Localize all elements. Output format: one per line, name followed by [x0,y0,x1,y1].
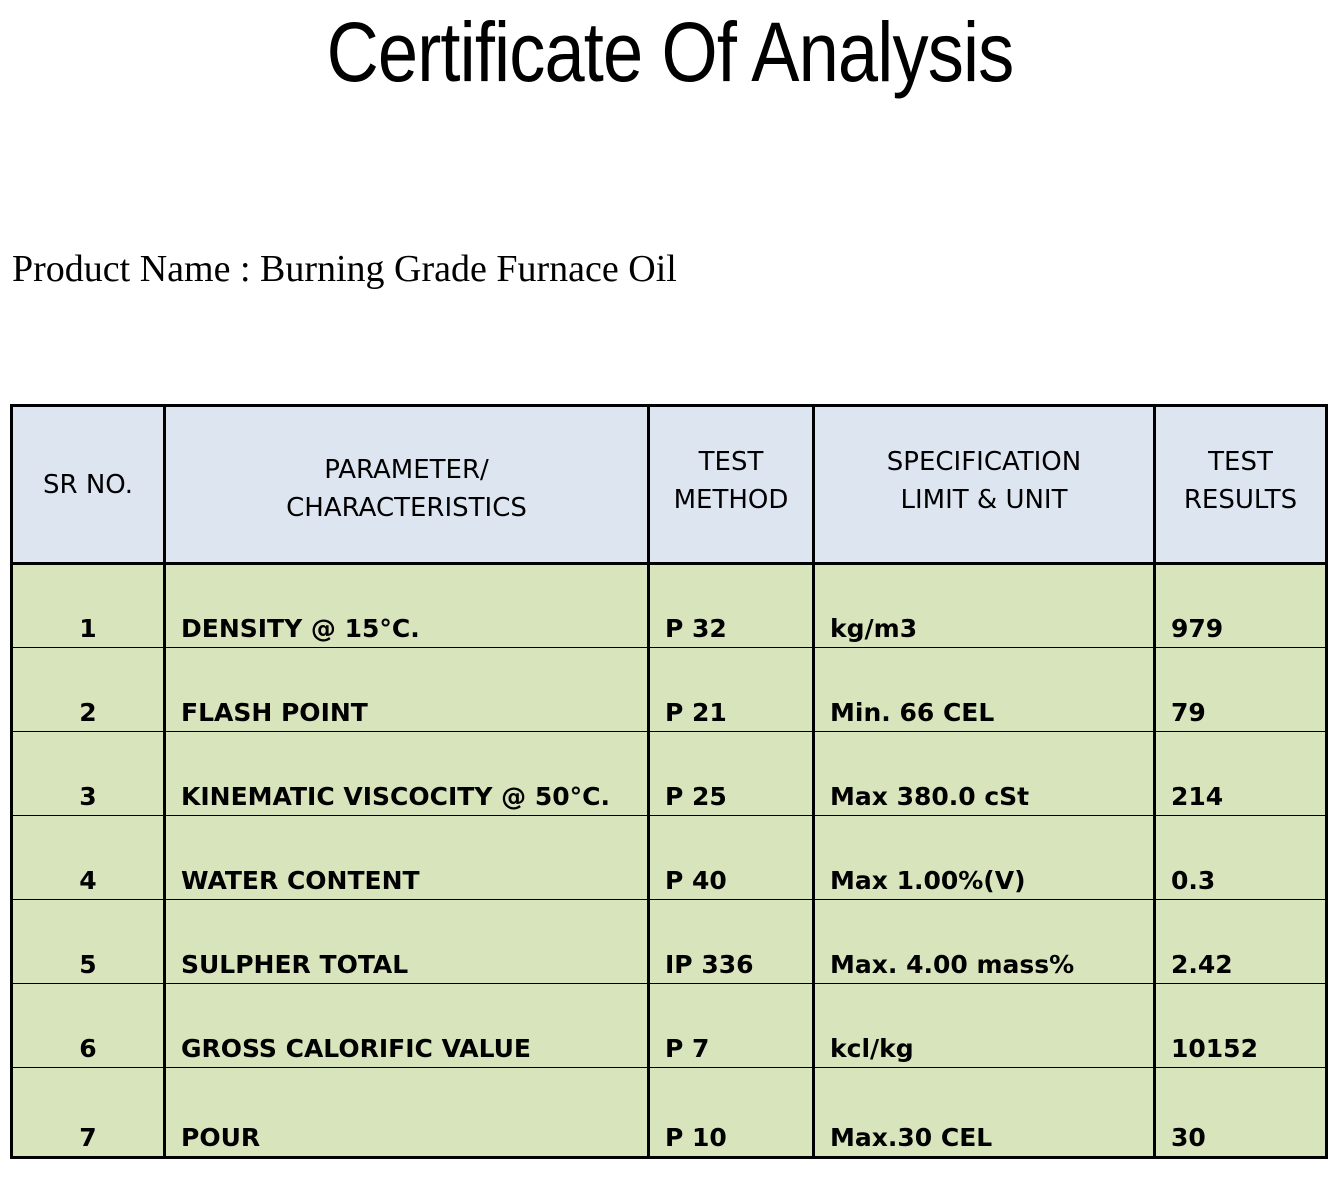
row-test-result: 10152 [1155,984,1327,1068]
product-name-line: Product Name : Burning Grade Furnace Oil [12,248,677,290]
header-specification [814,406,1155,564]
table-row [12,564,1327,648]
table-row [12,816,1327,900]
row-test-method: P 25 [649,732,814,816]
row-test-result: 979 [1155,564,1327,648]
row-sr-no: 6 [12,984,165,1068]
row-specification: Max. 4.00 mass% [814,900,1155,984]
table-header-row [12,406,1327,564]
header-parameter [165,406,649,564]
row-parameter: SULPHER TOTAL [165,900,649,984]
row-specification: Max 380.0 cSt [814,732,1155,816]
row-test-method: P 21 [649,648,814,732]
row-sr-no: 2 [12,648,165,732]
header-test-results-line2: RESULTS [1183,484,1298,515]
row-sr-no: 5 [12,900,165,984]
table-row [12,1068,1327,1158]
header-test-method [649,406,814,564]
row-parameter: FLASH POINT [165,648,649,732]
row-sr-no: 1 [12,564,165,648]
row-test-method: P 40 [649,816,814,900]
row-parameter: POUR [165,1068,649,1158]
table-row [12,900,1327,984]
table-row [12,732,1327,816]
header-parameter-line2: CHARACTERISTICS [286,492,527,523]
row-sr-no: 7 [12,1068,165,1158]
header-test-method-line1: TEST [698,446,764,477]
row-parameter: GROSS CALORIFIC VALUE [165,984,649,1068]
row-sr-no: 3 [12,732,165,816]
header-sr-no [12,406,165,564]
row-specification: Max 1.00%(V) [814,816,1155,900]
document-title: Certificate Of Analysis [326,5,1014,99]
row-test-method: IP 336 [649,900,814,984]
row-test-method: P 10 [649,1068,814,1158]
row-specification: kcl/kg [814,984,1155,1068]
header-test-method-line2: METHOD [673,484,789,515]
analysis-table [10,404,1328,1159]
table-row [12,984,1327,1068]
row-test-result: 0.3 [1155,816,1327,900]
header-test-results [1155,406,1327,564]
header-specification-line2: LIMIT & UNIT [900,484,1068,515]
row-test-result: 30 [1155,1068,1327,1158]
row-test-method: P 32 [649,564,814,648]
table-row [12,648,1327,732]
row-specification: Max.30 CEL [814,1068,1155,1158]
row-parameter: DENSITY @ 15°C. [165,564,649,648]
row-specification: Min. 66 CEL [814,648,1155,732]
row-specification: kg/m3 [814,564,1155,648]
row-test-result: 79 [1155,648,1327,732]
row-test-result: 2.42 [1155,900,1327,984]
header-sr-no-label: SR NO. [43,469,133,500]
header-test-results-line1: TEST [1208,446,1273,477]
row-test-result: 214 [1155,732,1327,816]
row-parameter: WATER CONTENT [165,816,649,900]
row-sr-no: 4 [12,816,165,900]
row-parameter: KINEMATIC VISCOCITY @ 50°C. [165,732,649,816]
header-parameter-line1: PARAMETER/ [324,454,489,485]
row-test-method: P 7 [649,984,814,1068]
header-specification-line1: SPECIFICATION [886,446,1082,477]
